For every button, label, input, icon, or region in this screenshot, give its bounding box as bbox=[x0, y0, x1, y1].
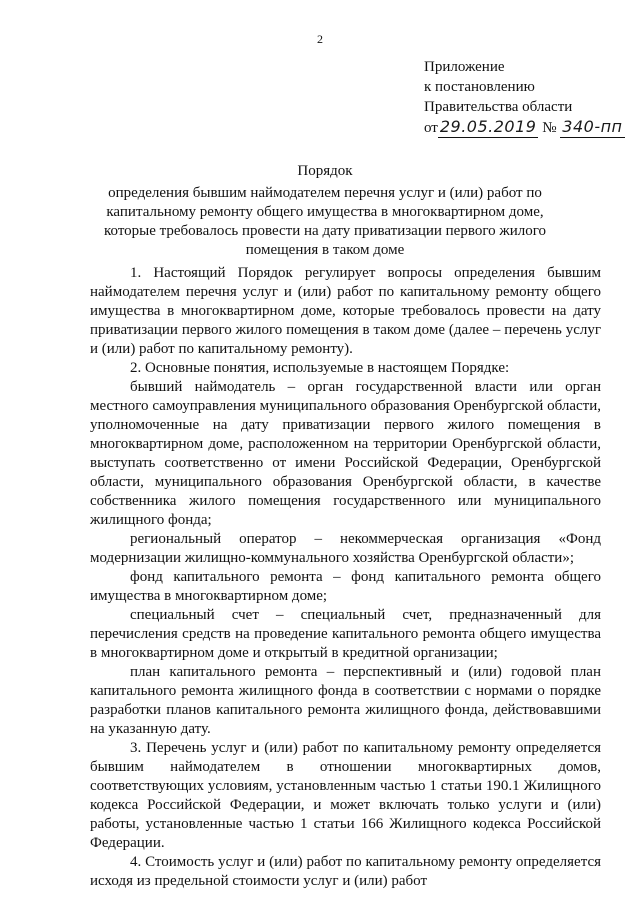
appendix-government: Правительства области bbox=[424, 99, 573, 115]
paragraph-3: 3. Перечень услуг и (или) работ по капитальному ремонту определяется бывшим наймодателем в отношении многоквартирных домов, соответствующих условиям, установленным частью 1 статьи 190.1 Жилищного кодекса Российской Федерации, и может включать только услуги и (или) работы, установленные частью 1 статьи 166 Жилищного кодекса Российской Федерации. bbox=[90, 740, 601, 851]
paragraph-2: 2. Основные понятия, используемые в настоящем Порядке: bbox=[130, 360, 510, 376]
definition-special-account: специальный счет – специальный счет, предназначенный для перечисления средств на проведение капитального ремонта общего имущества в многоквартирном доме и открытый в кредитной организации; bbox=[90, 607, 601, 661]
paragraph-1: 1. Настоящий Порядок регулирует вопросы определения бывшим наймодателем перечня услуг и (или) работ по капитальному ремонту общего имущества в многоквартирном доме, которые требовалось провести на дату приватизации первого жилого помещения в таком доме (далее – перечень услуг и (или) работ по капитальному ремонту). bbox=[90, 265, 601, 357]
paragraph-4: 4. Стоимость услуг и (или) работ по капитальному ремонту определяется исходя из предельной стоимости услуг и (или) работ bbox=[90, 854, 601, 889]
document-body bbox=[90, 264, 601, 891]
page-number: 2 bbox=[317, 32, 323, 46]
handwritten-number: 340-пп bbox=[562, 117, 623, 136]
appendix-to-resolution: к постановлению bbox=[424, 79, 535, 95]
title-subtitle: определения бывшим наймодателем перечня услуг и (или) работ по капитальному ремонту общего имущества в многоквартирном доме, которые требовалось провести на дату приватизации первого жилого помещения в таком доме bbox=[103, 185, 547, 258]
definition-repair-plan: план капитального ремонта – перспективный и (или) годовой план капитального ремонта жилищного фонда в соответствии с нормами о порядке разработки планов капитального ремонта жилищного фонда, действовавшими на указанную дату. bbox=[90, 664, 601, 737]
definition-regional-operator: региональный оператор – некоммерческая организация «Фонд модернизации жилищно-коммунального хозяйства Оренбургской области»; bbox=[90, 531, 601, 566]
definition-former-landlord: бывший наймодатель – орган государственной власти или орган местного самоуправления муниципального образования Оренбургской области, уполномоченные на дату приватизации первого жилого помещения в многоквартирном доме, расположенном на территории Оренбургской области, выступать соответственно от имени Российской Федерации, Оренбургской области, муниципального образования Оренбургской области, в качестве собственника жилого помещения государственного или муниципального жилищного фонда; bbox=[90, 379, 601, 528]
appendix-title: Приложение bbox=[424, 59, 505, 75]
from-prefix: от bbox=[424, 120, 438, 136]
definition-repair-fund: фонд капитального ремонта – фонд капитального ремонта общего имущества в многоквартирном доме; bbox=[90, 569, 601, 604]
document-title bbox=[90, 162, 560, 260]
title-heading: Порядок bbox=[297, 163, 353, 179]
appendix-date-number-line bbox=[424, 117, 625, 138]
handwritten-date: 29.05.2019 bbox=[439, 117, 537, 136]
appendix-block bbox=[424, 57, 625, 138]
number-sign: № bbox=[542, 120, 557, 136]
